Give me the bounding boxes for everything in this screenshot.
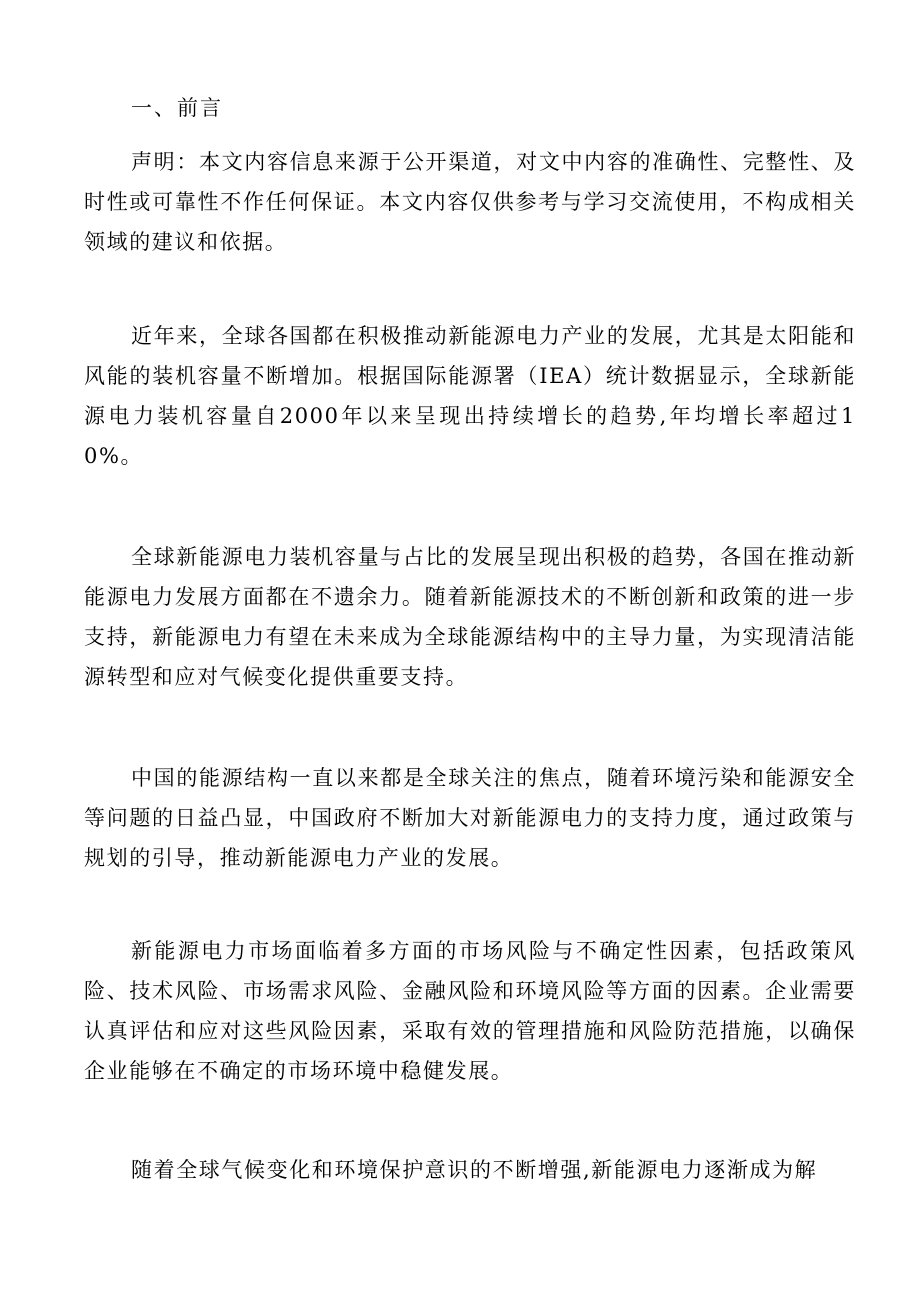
paragraph-global-growth: 近年来，全球各国都在积极推动新能源电力产业的发展，尤其是太阳能和风能的装机容量不断增加。根据国际能源署（IEA）统计数据显示，全球新能源电力装机容量自2000年以来呈现出持续增长的趋势,年均增长率超过10%。: [84, 324, 856, 468]
paragraph-global-trend: 全球新能源电力装机容量与占比的发展呈现出积极的趋势，各国在推动新能源电力发展方面都在不遗余力。随着新能源技术的不断创新和政策的进一步支持，新能源电力有望在未来成为全球能源结构中的主导力量，为实现清洁能源转型和应对气候变化提供重要支持。: [84, 545, 856, 689]
paragraph-disclaimer: 声明：本文内容信息来源于公开渠道，对文中内容的准确性、完整性、及时性或可靠性不作任何保证。本文内容仅供参考与学习交流使用，不构成相关领域的建议和依据。: [84, 150, 856, 254]
section-heading: 一、前言: [131, 96, 223, 120]
paragraph-china-structure: 中国的能源结构一直以来都是全球关注的焦点，随着环境污染和能源安全等问题的日益凸显，中国政府不断加大对新能源电力的支持力度，通过政策与规划的引导，推动新能源电力产业的发展。: [84, 766, 856, 870]
paragraph-climate-change: 随着全球气候变化和环境保护意识的不断增强,新能源电力逐渐成为解: [131, 1158, 818, 1182]
paragraph-market-risk: 新能源电力市场面临着多方面的市场风险与不确定性因素，包括政策风险、技术风险、市场需求风险、金融风险和环境风险等方面的因素。企业需要认真评估和应对这些风险因素，采取有效的管理措施和风险防范措施，以确保企业能够在不确定的市场环境中稳健发展。: [84, 939, 856, 1083]
